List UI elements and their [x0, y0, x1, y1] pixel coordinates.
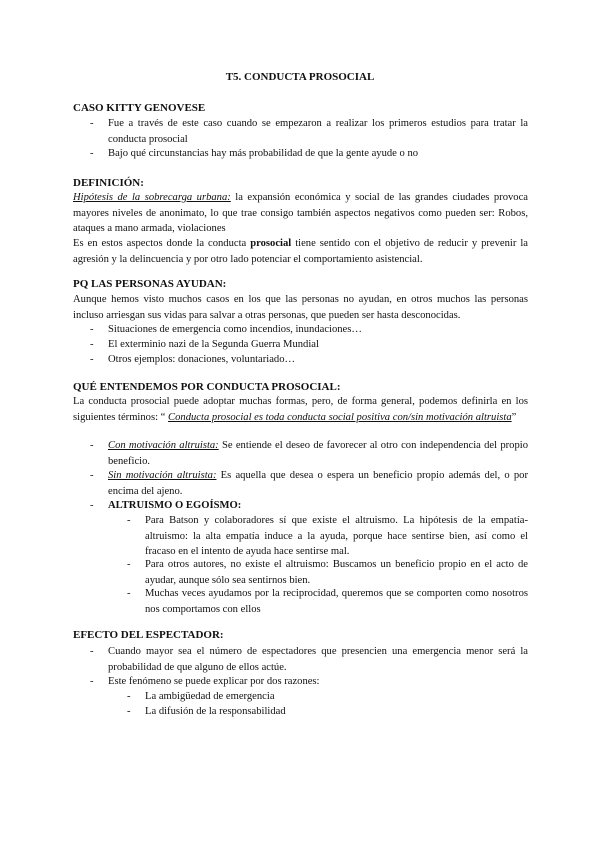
list-item: - Sin motivación altruista: Es aquella que desea o espera un beneficio propio además del, o por encima del ajeno. [90, 470, 528, 497]
list-item: - Bajo qué circunstancias hay más probabilidad de que la gente ayude o no [90, 146, 528, 162]
term-sin-motivacion: Sin motivación altruista: [108, 470, 217, 481]
bullet-dash: - [90, 470, 94, 481]
prosocial-paragraph: Es en estos aspectos donde la conducta prosocial tiene sentido con el objetivo de reducir y prevenir la agresión y la delincuencia y por otro lado potenciar el comportamiento asistencial. [73, 238, 528, 265]
sub-list-item: - La difusión de la responsabilidad [127, 704, 528, 720]
altruismo-heading: ALTRUISMO O EGOÍSMO: [108, 500, 242, 511]
bullet-dash: - [127, 559, 131, 570]
definition-paragraph: Hipótesis de la sobrecarga urbana: la expansión económica y social de las grandes ciudades provoca mayores niveles de anonimato, lo que trae consigo también aspectos negativos como pueden ser: Robos, ataques a mano armada, violaciones [73, 192, 528, 234]
list-item: - Cuando mayor sea el número de espectadores que presencien una emergencia menor será la probabilidad de que alguno de ellos actúe. [90, 646, 528, 673]
bullet-dash: - [127, 691, 131, 702]
bullet-dash: - [90, 646, 94, 657]
bullet-dash: - [90, 440, 94, 451]
bullet-dash: - [90, 676, 94, 687]
term-con-motivacion: Con motivación altruista: [108, 440, 219, 451]
bullet-dash: - [90, 324, 94, 335]
bullet-dash: - [127, 588, 131, 599]
bullet-dash: - [90, 354, 94, 365]
bullet-dash: - [90, 118, 94, 129]
document-title: T5. CONDUCTA PROSOCIAL [225, 71, 375, 83]
sub-list-item: - Para otros autores, no existe el altruismo: Buscamos un beneficio propio en el acto de ayudar, aunque sólo sea sentirnos bien. [127, 559, 528, 586]
sub-list-item: - La ambigüedad de emergencia [127, 689, 528, 705]
heading-definicion: DEFINICIÓN: [73, 177, 144, 189]
bullet-dash: - [127, 515, 131, 526]
definition-quote: Conducta prosocial es toda conducta social positiva con/sin motivación altruista [168, 411, 512, 423]
entendemos-paragraph: La conducta prosocial puede adoptar muchas formas, pero, de forma general, podemos definirla en los siguientes términos: “ Conducta prosocial es toda conducta social positiva con/sin motivación altruista” [73, 396, 528, 423]
list-item: - Situaciones de emergencia como incendios, inundaciones… [90, 322, 528, 338]
list-item: - Este fenómeno se puede explicar por dos razones: [90, 674, 528, 690]
list-item: - Con motivación altruista: Se entiende el deseo de favorecer al otro con independencia del propio beneficio. [90, 440, 528, 467]
ayudan-paragraph: Aunque hemos visto muchos casos en los que las personas no ayudan, en otros muchos las personas incluso arriesgan sus vidas para salvar a otras personas, que pueden ser hasta desconocidas. [73, 294, 528, 321]
bullet-dash: - [127, 706, 131, 717]
heading-que-entendemos: QUÉ ENTENDEMOS POR CONDUCTA PROSOCIAL: [73, 381, 341, 393]
list-item [90, 498, 528, 514]
list-item: - Otros ejemplos: donaciones, voluntariado… [90, 352, 528, 368]
term-prosocial: prosocial [250, 238, 292, 249]
term-sobrecarga: Hipótesis de la sobrecarga urbana: [73, 192, 231, 203]
list-item: - Fue a través de este caso cuando se empezaron a realizar los primeros estudios para tratar la conducta prosocial [90, 118, 528, 145]
bullet-dash: - [90, 339, 94, 350]
bullet-dash: - [90, 500, 94, 511]
sub-list-item: - Muchas veces ayudamos por la reciprocidad, queremos que se comporten como nosotros nos comportamos con ellos [127, 588, 528, 615]
list-item: - El exterminio nazi de la Segunda Guerra Mundial [90, 337, 528, 353]
heading-caso-kitty: CASO KITTY GENOVESE [73, 102, 206, 114]
bullet-dash: - [90, 148, 94, 159]
sub-list-item: - Para Batson y colaboradores sí que existe el altruismo. La hipótesis de la empatía-altruismo: la alta empatía induce a la ayuda, porque hace sentirse bien, así como el fracaso en el intento de ayuda hace sentirse mal. [127, 515, 528, 557]
heading-pq-ayudan: PQ LAS PERSONAS AYUDAN: [73, 278, 227, 290]
heading-efecto-espectador: EFECTO DEL ESPECTADOR: [73, 629, 224, 641]
